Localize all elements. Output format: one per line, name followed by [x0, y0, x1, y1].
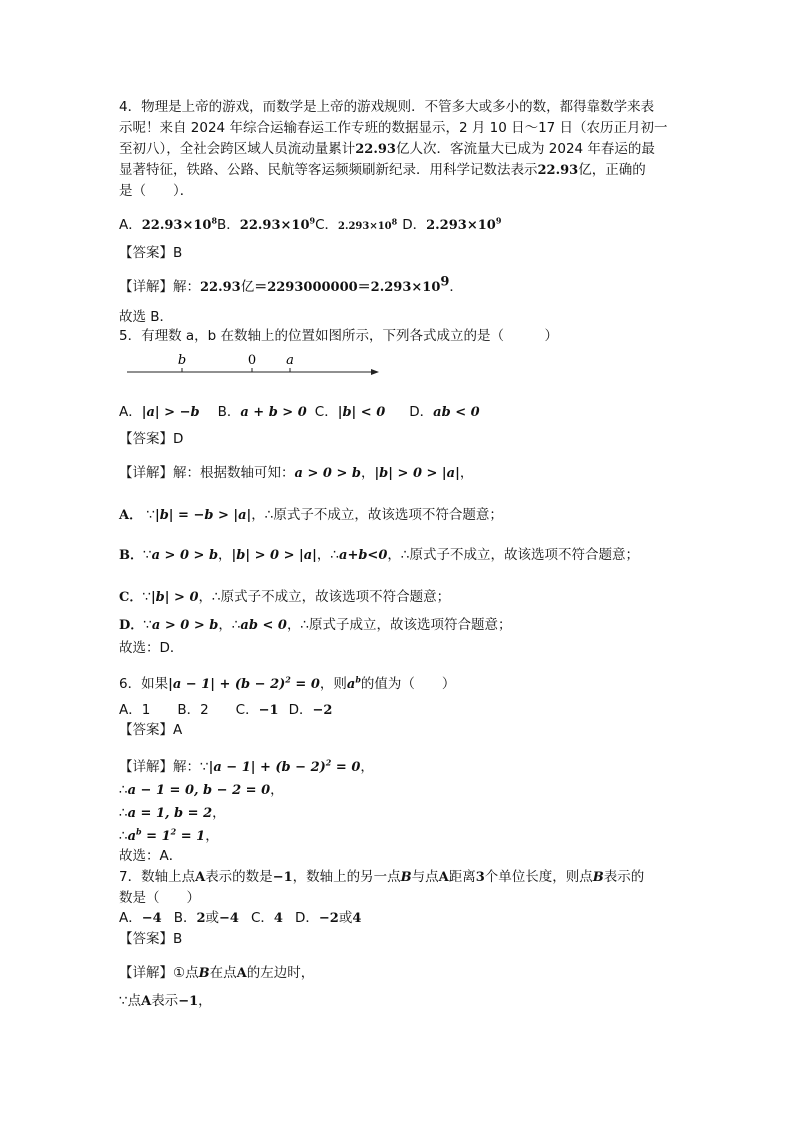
number-line-arrow: [371, 369, 379, 375]
label-b: b: [177, 353, 187, 368]
q7-stem-line-1: 7．数轴上点A表示的数是−1，数轴上的另一点B与点A距离3个单位长度，则点B表示的: [119, 869, 645, 885]
label-zero: 0: [247, 353, 257, 368]
q5-analysis-a: A． ∵|b| = −b > |a|，∴原式子不成立，故该选项不符合题意；: [119, 507, 503, 523]
q7-detail-2: ∵点A表示−1，: [119, 993, 212, 1009]
number-22-93: 22.93: [355, 142, 396, 157]
q7-detail-1: 【详解】①点B在点A的左边时，: [119, 965, 315, 981]
q6-conclusion: 故选：A．: [119, 848, 183, 864]
q6-step-2: ∴a = 1, b = 2，: [119, 805, 226, 821]
q6-stem: 6．如果$|a - 1| + (b - 2)^2 = 0$，则$a^b$的值为（ ）: [119, 674, 456, 692]
q5-analysis-c: C．∵|b| > 0，∴原式子不成立，故该选项不符合题意；: [119, 589, 451, 605]
number-line-figure: [127, 352, 381, 378]
q5-answer: 【答案】D: [119, 431, 184, 447]
q7-stem-line-2: 数是（ ）: [119, 890, 200, 906]
q4-line-2: 示呢！来自 2024 年综合运输春运工作专班的数据显示，2 月 10 日～17 日（农历正月初一: [119, 120, 668, 136]
q4-options: A．$22.93\times 10^8B$．$22.93\times 10^9C$．$2.293\times 10^8$ D．$2.293\times 10^9$: [119, 215, 502, 233]
q5-detail: 【详解】解：根据数轴可知：a > 0 > b，|b| > 0 > |a|，: [119, 465, 474, 481]
q7-answer: 【答案】B: [119, 931, 183, 947]
q6-options: A．1 B．2 C．−1 D．−2: [119, 702, 333, 718]
q5-stem: 5．有理数 a，b 在数轴上的位置如图所示，下列各式成立的是（ ）: [119, 328, 559, 344]
q4-line-1: 4．物理是上帝的游戏，而数学是上帝的游戏规则．不管多大或多小的数，都得靠数学来表: [119, 99, 655, 115]
q7-options: A．−4 B．2或−4 C．4 D．−2或4: [119, 910, 362, 926]
q5-analysis-d: D．∵a > 0 > b，∴ab < 0，∴原式子成立，故该选项符合题意；: [119, 617, 512, 633]
q4-answer: 【答案】B: [119, 245, 183, 261]
q6-step-3: $\therefore a^b = 1^2 = 1$，: [119, 826, 219, 844]
label-a: a: [286, 353, 294, 368]
q6-detail: 【详解】解：∵|a − $1| + (b - 2)^2 = 0$，: [119, 757, 374, 775]
q6-answer: 【答案】A: [119, 722, 183, 738]
q4-detail: 【详解】解：22.93亿$=2293000000=2.293\times 10^9$．: [119, 274, 463, 295]
q4-line-5: 是（ ）．: [119, 183, 194, 199]
q4-line-3: 至初八），全社会跨区域人员流动量累计22.93亿人次．客流量大已成为 2024 年春运的最: [119, 141, 655, 157]
q5-analysis-b: B．∵a > 0 > b，|b| > 0 > |a|，∴a+b<0，∴原式子不成立，故该选项不符合题意；: [119, 547, 639, 563]
q5-options: A．|a| > −b B．a + b > 0 C．|b| < 0 D．ab < 0: [119, 404, 480, 420]
q5-conclusion: 故选：D．: [119, 640, 184, 656]
q4-line-4: 显著特征，铁路、公路、民航等客运频频刷新纪录．用科学记数法表示22.93亿，正确的: [119, 162, 646, 178]
q4-conclusion: 故选 B．: [119, 309, 174, 325]
q6-step-1: ∴a − 1 = 0, b − 2 = 0，: [119, 782, 284, 798]
